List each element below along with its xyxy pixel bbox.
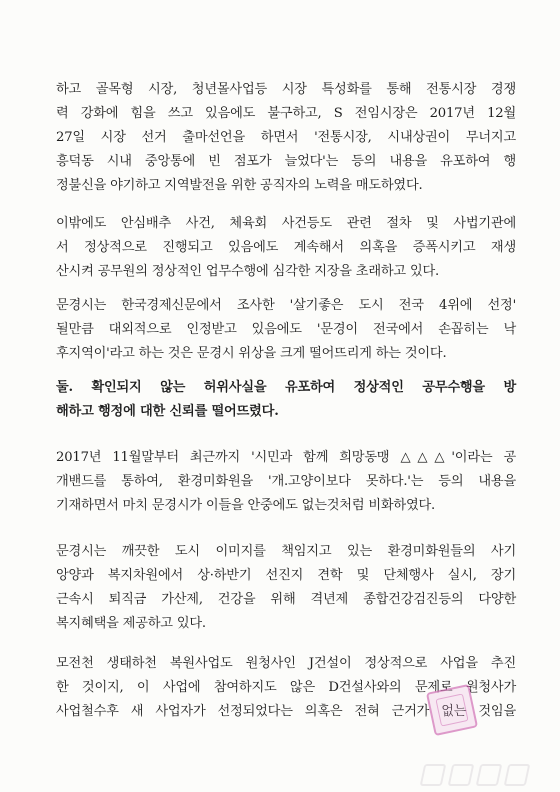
text-line: 2017년 11월말부터 최근까지 '시민과 함께 희망동맹 △△△'이라는 공 (56, 450, 516, 465)
text-line: 력 강화에 힘을 쓰고 있음에도 불구하고, S 전임시장은 2017년 12월 (56, 106, 516, 121)
paragraph-band (56, 446, 516, 518)
text-line: 둘. 확인되지 않는 허위사실을 유포하여 정상적인 공무수행을 방 (56, 380, 516, 395)
text-line: 앙양과 복지차원에서 상·하반기 선진지 견학 및 단체행사 실시, 장기 (56, 568, 516, 583)
paragraph-ranking (56, 294, 516, 366)
text-line: 하고 골목형 시장, 청년몰사업등 시장 특성화를 통해 전통시장 경쟁 (56, 82, 516, 97)
text-line: 문경시는 깨끗한 도시 이미지를 책임지고 있는 환경미화원들의 사기 (56, 544, 516, 559)
section-heading-two (56, 376, 516, 424)
text-line: 정불신을 야기하고 지역발전을 위한 공직자의 노력을 매도하였다. (56, 178, 423, 193)
text-line: 기재하면서 마치 문경시가 이들을 안중에도 없는것처럼 비화하였다. (56, 498, 436, 513)
text-line: 이밖에도 안심배추 사건, 체육회 사건등도 관련 절차 및 사법기관에 (56, 216, 516, 231)
text-line: 산시켜 공무원의 정상적인 업무수행에 심각한 지장을 초래하고 있다. (56, 264, 440, 279)
paragraph-cases (56, 212, 516, 284)
watermark-mark (448, 764, 475, 786)
paragraph-welfare (56, 540, 516, 636)
text-line: 서 정상적으로 진행되고 있음에도 계속해서 의혹을 증폭시키고 재생 (56, 240, 516, 255)
text-line: 문경시는 한국경제신문에서 조사한 '살기좋은 도시 전국 4위에 선정' (56, 298, 516, 313)
watermark-mark (420, 764, 447, 786)
text-line: 복지혜택을 제공하고 있다. (56, 616, 206, 631)
text-line: 근속시 퇴직금 가산제, 건강을 위해 격년제 종합건강검진등의 다양한 (56, 592, 516, 607)
text-line: 27일 시장 선거 출마선언을 하면서 '전통시장, 시내상권이 무너지고 (56, 130, 516, 145)
text-line: 모전천 생태하천 복원사업도 원청사인 J건설이 정상적으로 사업을 추진 (56, 656, 516, 671)
text-line: 후지역이'라고 하는 것은 문경시 위상을 크게 떨어뜨리게 하는 것이다. (56, 346, 447, 361)
text-line: 해하고 행정에 대한 신뢰를 떨어뜨렸다. (56, 404, 279, 419)
watermark-mark (504, 764, 531, 786)
text-line: 사업철수후 새 사업자가 선정되었다는 의혹은 전혀 근거가 없는 것임을 (56, 704, 516, 719)
paragraph-market (56, 78, 516, 198)
text-line: 흥덕동 시내 중앙통에 빈 점포가 늘었다'는 등의 내용을 유포하여 행 (56, 154, 516, 169)
watermark-mark (476, 764, 503, 786)
text-line: 개밴드를 통하여, 환경미화원을 '개.고양이보다 못하다.'는 등의 내용을 (56, 474, 516, 489)
official-seal-stamp (426, 684, 478, 736)
watermark-logo (422, 764, 552, 790)
text-line: 될만큼 대외적으로 인정받고 있음에도 '문경이 전국에서 손꼽히는 낙 (56, 322, 516, 337)
text-line: 한 것이지, 이 사업에 참여하지도 않은 D건설사와의 문제로 원청사가 (56, 680, 516, 695)
